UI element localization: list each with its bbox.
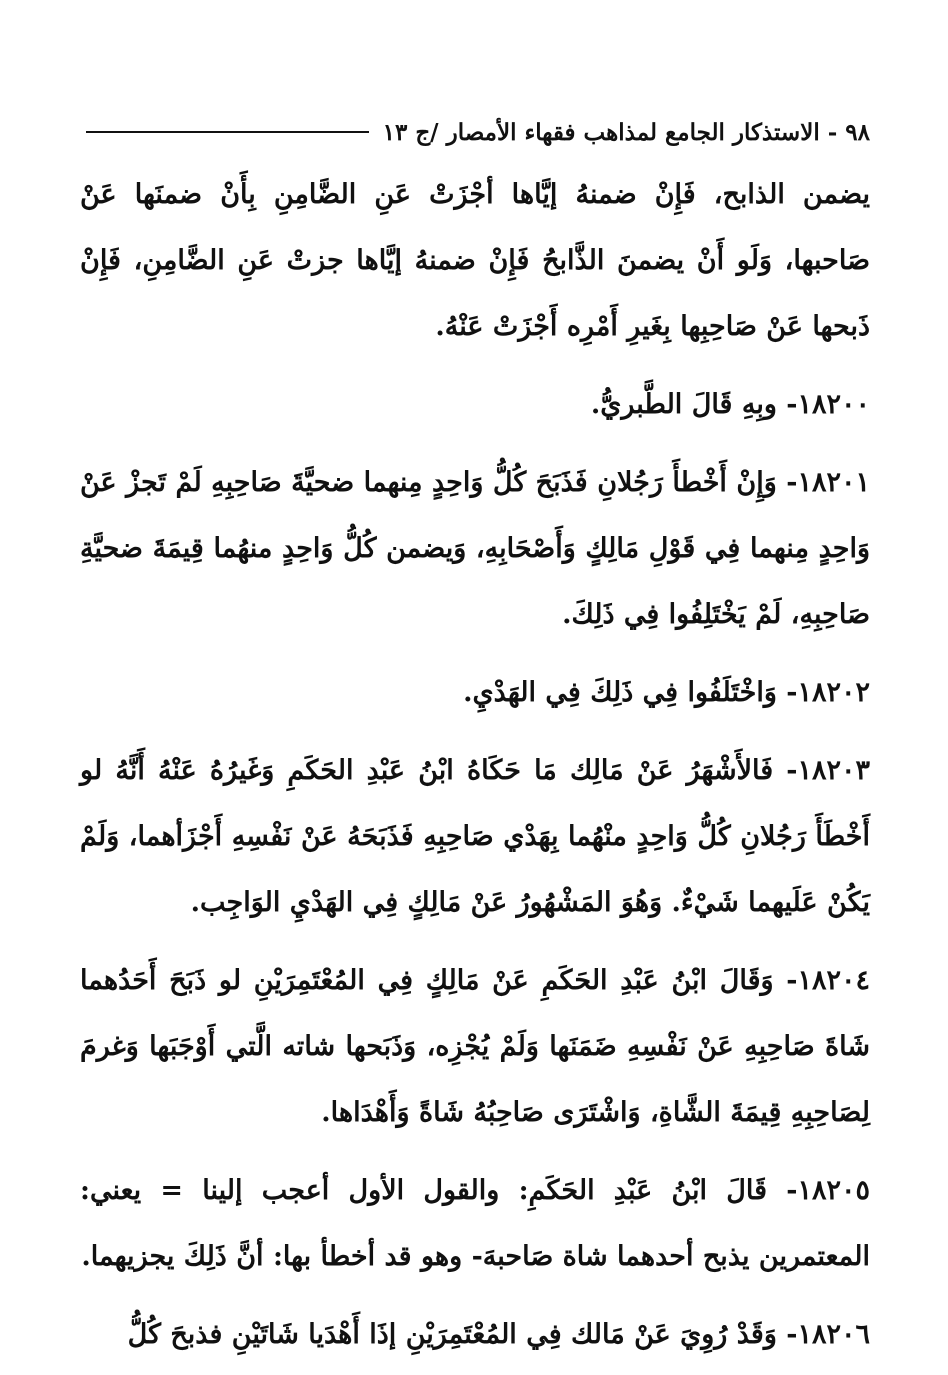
paragraph-18201: ١٨٢٠١- وَإِنْ أَخْطأَ رَجُلانِ فَذَبَحَ كُلُّ وَاحِدٍ مِنهما ضحيَّةَ صَاحِبِهِ لَمْ تَجزْ عَنْ وَاحِدٍ مِنهما فِي قَوْلِ مَالِكٍ وَأَصْحَابِهِ، وَيضمن كُلُّ وَاحِدٍ منهُما قِيمَةَ ضحيَّةِ صَاحِبِهِ، لَمْ يَخْتَلِفُوا فِي ذَلِكَ. [80,467,870,630]
paragraph-18204: ١٨٢٠٤- وَقَالَ ابْنُ عَبْدِ الحَكَمِ عَنْ مَالِكٍ فِي المُعْتَمِرَيْنِ لو ذَبَحَ أَحَدُهما شَاةَ صَاحِبِهِ عَنْ نَفْسِهِ ضَمَنَها وَلَمْ يُجْزِه، وَذَبَحها شاته الَّتي أَوْجَبَها وَغرمَ لِصَاحِبِهِ قِيمَةَ الشَّاةِ، وَاشْتَرَى صَاحِبُهُ شَاةً وَأَهْدَاها. [80,965,870,1128]
running-header [80,110,870,154]
paragraph-18202: ١٨٢٠٢- وَاخْتَلَفُوا فِي ذَلِكَ فِي الهَدْيِ. [463,677,870,708]
body-text [80,162,870,1368]
header-rule [86,131,369,133]
paragraph-18205: ١٨٢٠٥- قَالَ ابْنُ عَبْدِ الحَكَمِ: والقول الأول أعجب إلينا = يعني: المعتمرين يذبح أحدهما شاة صَاحبهَ- وهو قد أخطأ بها: أنَّ ذَلِكَ يجزيهما. [80,1175,870,1272]
paragraph-18200: ١٨٢٠٠- وبِهِ قَالَ الطَّبريُّ. [590,389,870,420]
running-head-title: ٩٨ - الاستذكار الجامع لمذاهب فقهاء الأمصار /ج ١٣ [382,118,870,146]
paragraph-18203: ١٨٢٠٣- فَالأَشْهَرُ عَنْ مَالِك مَا حَكَاهُ ابْنُ عَبْدِ الحَكَمِ وَغَيرُهُ عَنْهُ أَنَّهُ لو أَخْطَأَ رَجُلانِ كُلُّ وَاحِدٍ منْهُما بِهَدْي صَاحِبِهِ فَذَبَحَهُ عَنْ نَفْسِهِ أَجْزَأهما، وَلَمْ يَكُنْ عَلَيهما شَيْءٌ. وَهُوَ المَشْهُورُ عَنْ مَالِكٍ فِي الهَدْيِ الوَاجِب. [80,755,870,918]
paragraph-continuation: يضمن الذابح، فَإِنْ ضمنهُ إيَّاها أجْزَتْ عَنِ الضَّامِنِ بِأَنْ ضمنَها عَنْ صَاحبها، وَلَو أَنْ يضمنَ الذَّابحُ فَإِنْ ضمنهُ إيَّاها جزتْ عَنِ الضَّامِنِ، فَإِنْ ذَبحها عَنْ صَاحِبِها بِغَيرِ أَمْرِه أَجْزَتْ عَنْهُ. [80,179,871,342]
document-page [80,110,870,1350]
paragraph-18206: ١٨٢٠٦- وَقَدْ رُوِيَ عَنْ مَالك فِي المُعْتَمِرَيْنِ إذَا أَهْدَيا شَاتَيْنِ فذبحَ كُلُّ [127,1319,870,1350]
